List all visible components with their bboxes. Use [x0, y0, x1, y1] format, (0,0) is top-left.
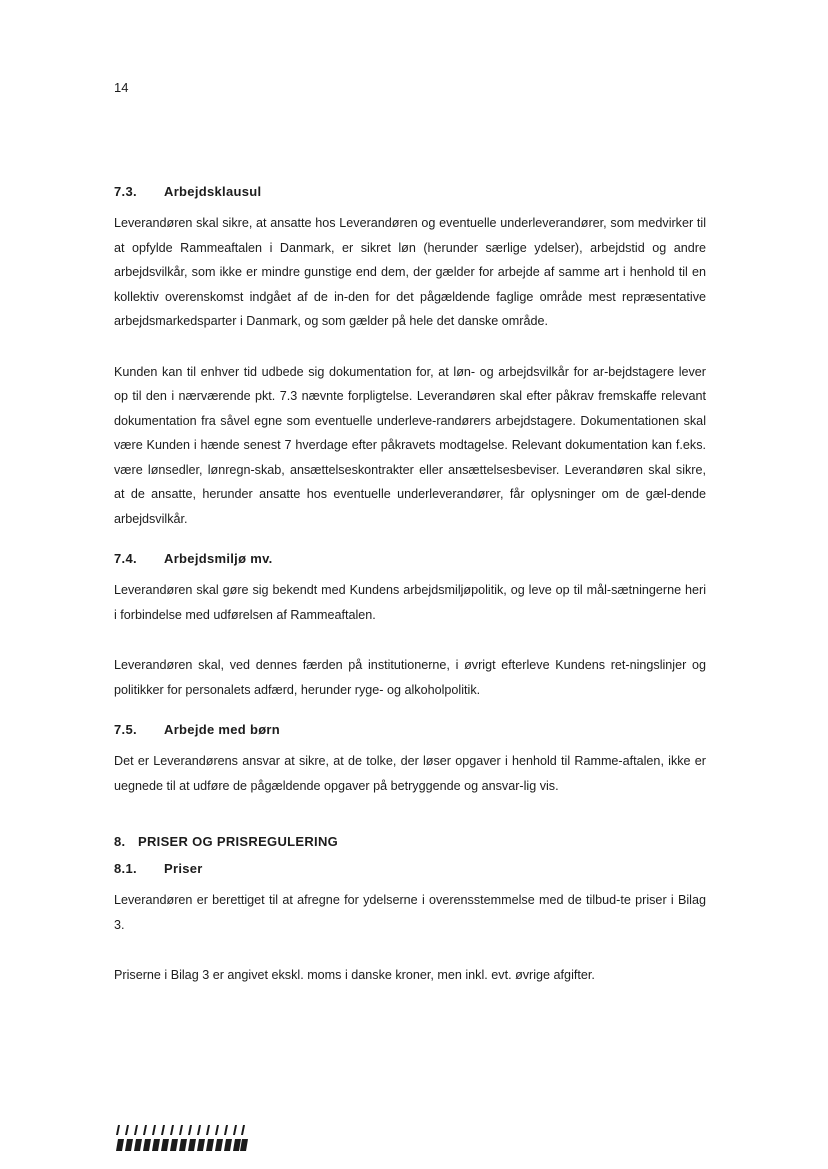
section-title: Arbejdsklausul — [164, 184, 262, 199]
document-barcode — [116, 1125, 248, 1153]
paragraph: Leverandøren er berettiget til at afregne for ydelserne i overensstemmelse med de tilbud-te priser i Bilag 3. — [114, 893, 706, 932]
paragraph: Kunden kan til enhver tid udbede sig dokumentation for, at løn- og arbejdsvilkår for ar-bejdstagere lever op til den i nærværende pkt. 7.3 nævnte forpligtelse. Leverandøren skal efter påkrav fremskaffe relevant dokumentation fra såvel egne som eventuelle underleve-randørers arbejdstagere. Dokumentationen skal være Kunden i hænde senest 7 hverdage efter påkravets modtagelse. Relevant dokumentation kan f.eks. være lønsedler, lønregn-skab, ansættelseskontrakter eller ansættelsesbeviser. Leverandøren skal sikre, at de ansatte, herunder ansatte hos eventuelle underleverandører, får oplysninger om de gæl-dende arbejdsvilkår. — [114, 364, 706, 526]
section-number: 7.5. — [114, 722, 137, 737]
section-number: 8. — [114, 834, 126, 849]
section-heading-8-1 — [114, 861, 706, 876]
section-number: 8.1. — [114, 861, 137, 876]
section-title: PRISER OG PRISREGULERING — [138, 834, 339, 849]
section-title: Priser — [164, 861, 203, 876]
section-title: Arbejde med børn — [164, 722, 281, 737]
paragraph: Leverandøren skal gøre sig bekendt med Kundens arbejdsmiljøpolitik, og leve op til mål-sætningerne heri i forbindelse med udførelsen af Rammeaftalen. — [114, 583, 706, 622]
page-number: 14 — [114, 80, 129, 95]
section-title: Arbejdsmiljø mv. — [164, 551, 273, 566]
section-heading-7-5 — [114, 722, 706, 737]
section-number: 7.3. — [114, 184, 137, 199]
paragraph: Det er Leverandørens ansvar at sikre, at de tolke, der løser opgaver i henhold til Ramme-aftalen, ikke er uegnede til at udføre de pågældende opgaver på betryggende og ansvar-lig vis. — [114, 754, 706, 793]
paragraph: Priserne i Bilag 3 er angivet ekskl. moms i danske kroner, men inkl. evt. øvrige afgifter. — [114, 968, 595, 982]
paragraph: Leverandøren skal, ved dennes færden på institutionerne, i øvrigt efterleve Kundens ret-ningslinjer og politikker for personalets adfærd, herunder ryge- og alkoholpolitik. — [114, 658, 706, 697]
chapter-heading-8 — [114, 834, 706, 849]
section-heading-7-4 — [114, 551, 706, 566]
paragraph: Leverandøren skal sikre, at ansatte hos Leverandøren og eventuelle underleverandører, som medvirker til at opfylde Rammeaftalen i Danmark, er sikret løn (herunder særlige ydelser), arbejdstid og andre arbejdsvilkår, som ikke er mindre gunstige end dem, der gælder for arbejde af samme art i henhold til en kollektiv overenskomst indgået af de in-den for det pågældende faglige område mest repræsentative arbejdsmarkedsparter i Danmark, og som gælder på hele det danske område. — [114, 216, 706, 328]
section-number: 7.4. — [114, 551, 137, 566]
document-body — [114, 184, 706, 988]
section-heading-7-3 — [114, 184, 706, 199]
